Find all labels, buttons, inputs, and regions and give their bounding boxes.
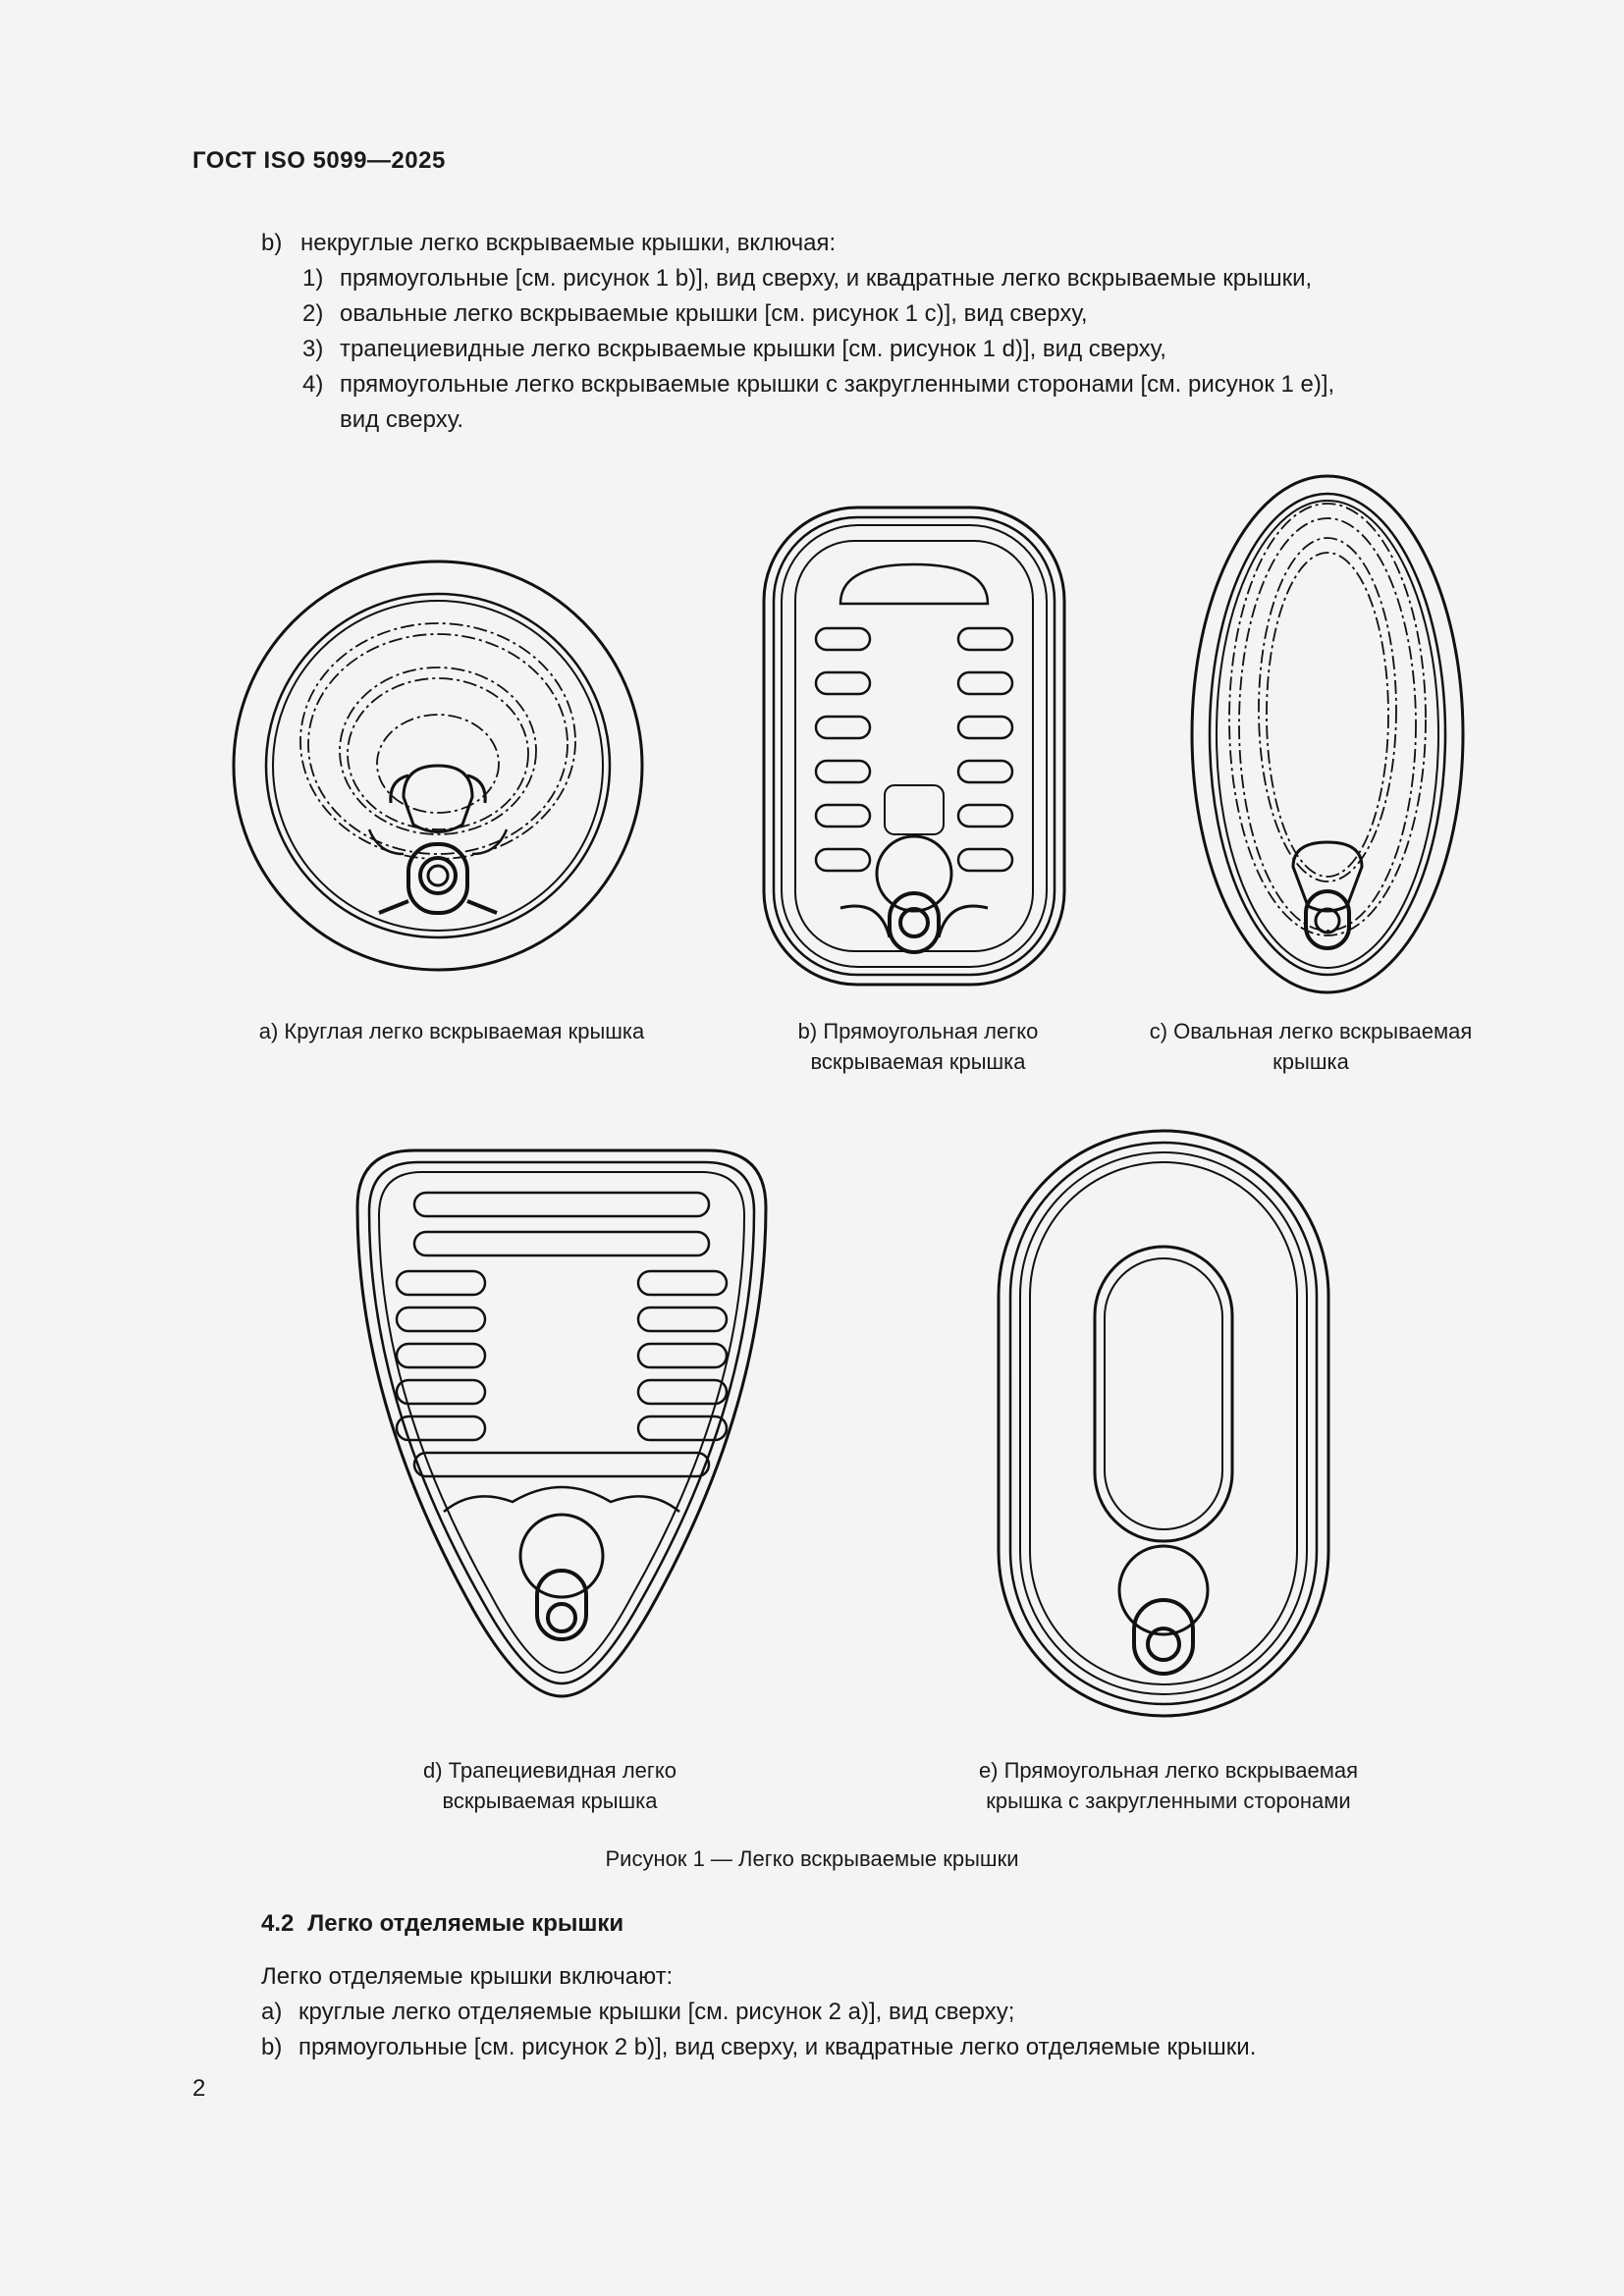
sub-item-2 — [261, 296, 1334, 332]
section-body — [261, 1959, 1256, 2065]
sub-item-label: 2) — [302, 300, 324, 327]
sub-item-4 — [261, 367, 1334, 402]
continuation-text: вид сверху. — [340, 406, 463, 433]
list-item — [261, 2030, 1256, 2065]
caption-line: b) Прямоугольная легко — [797, 1019, 1039, 1043]
caption-d — [353, 1755, 746, 1816]
figure-title: Рисунок 1 — Легко вскрываемые крышки — [605, 1846, 1019, 1871]
caption-line: крышка — [1272, 1049, 1349, 1074]
figure-d-trapezoidal-lid-drawing — [355, 1148, 768, 1698]
page-number: 2 — [192, 2075, 206, 2102]
sub-item-text: овальные легко вскрываемые крышки [см. рисунок 1 c)], вид сверху, — [340, 300, 1088, 327]
section-intro — [261, 1959, 1256, 1995]
caption-line: вскрываемая крышка — [810, 1049, 1026, 1074]
sub-item-text: прямоугольные легко вскрываемые крышки с закругленными сторонами [см. рисунок 1 e)], — [340, 371, 1335, 398]
figure-c-oval-lid-drawing — [1190, 474, 1465, 994]
sub-item-label: 1) — [302, 265, 324, 292]
list-item — [261, 1995, 1256, 2030]
list-item-b — [261, 226, 1334, 261]
section-intro-text: Легко отделяемые крышки включают: — [261, 1963, 674, 1990]
figure-e-rounded-rectangular-lid-drawing — [997, 1129, 1330, 1718]
section-heading — [261, 1910, 623, 1938]
caption-line: c) Овальная легко вскрываемая — [1149, 1019, 1473, 1043]
caption-line: вскрываемая крышка — [442, 1789, 658, 1813]
caption-line: крышка с закругленными сторонами — [986, 1789, 1351, 1813]
caption-line: d) Трапециевидная легко — [422, 1758, 677, 1783]
sub-item-label: 3) — [302, 336, 324, 362]
document-header: ГОСТ ISO 5099—2025 — [192, 147, 446, 174]
caption-c — [1114, 1016, 1507, 1077]
figure-b-rectangular-lid-drawing — [762, 506, 1066, 987]
sub-item-1 — [261, 261, 1334, 296]
sub-item-text: прямоугольные [см. рисунок 1 b)], вид сверху, и квадратные легко вскрываемые крышки, — [340, 265, 1313, 292]
caption-line: e) Прямоугольная легко вскрываемая — [978, 1758, 1359, 1783]
list-item-text: круглые легко отделяемые крышки [см. рисунок 2 a)], вид сверху; — [298, 1999, 1015, 2025]
caption-line: a) Круглая легко вскрываемая крышка — [258, 1019, 645, 1043]
section-title: Легко отделяемые крышки — [307, 1910, 624, 1937]
sub-item-3 — [261, 332, 1334, 367]
list-item-label: b) — [261, 2034, 283, 2060]
sub-item-4-continuation — [261, 402, 1334, 438]
list-item-label: b) — [261, 230, 283, 256]
intro-list — [261, 226, 1334, 438]
caption-a — [216, 1016, 687, 1046]
caption-b — [746, 1016, 1090, 1077]
list-item-label: a) — [261, 1999, 283, 2025]
sub-item-text: трапециевидные легко вскрываемые крышки [см. рисунок 1 d)], вид сверху, — [340, 336, 1166, 362]
caption-e — [923, 1755, 1414, 1816]
list-item-text: прямоугольные [см. рисунок 2 b)], вид сверху, и квадратные легко отделяемые крышки. — [298, 2034, 1257, 2060]
list-item-text: некруглые легко вскрываемые крышки, включая: — [300, 230, 837, 256]
figure-a-round-lid-drawing — [232, 560, 644, 972]
sub-item-label: 4) — [302, 371, 324, 398]
section-number: 4.2 — [261, 1910, 295, 1937]
